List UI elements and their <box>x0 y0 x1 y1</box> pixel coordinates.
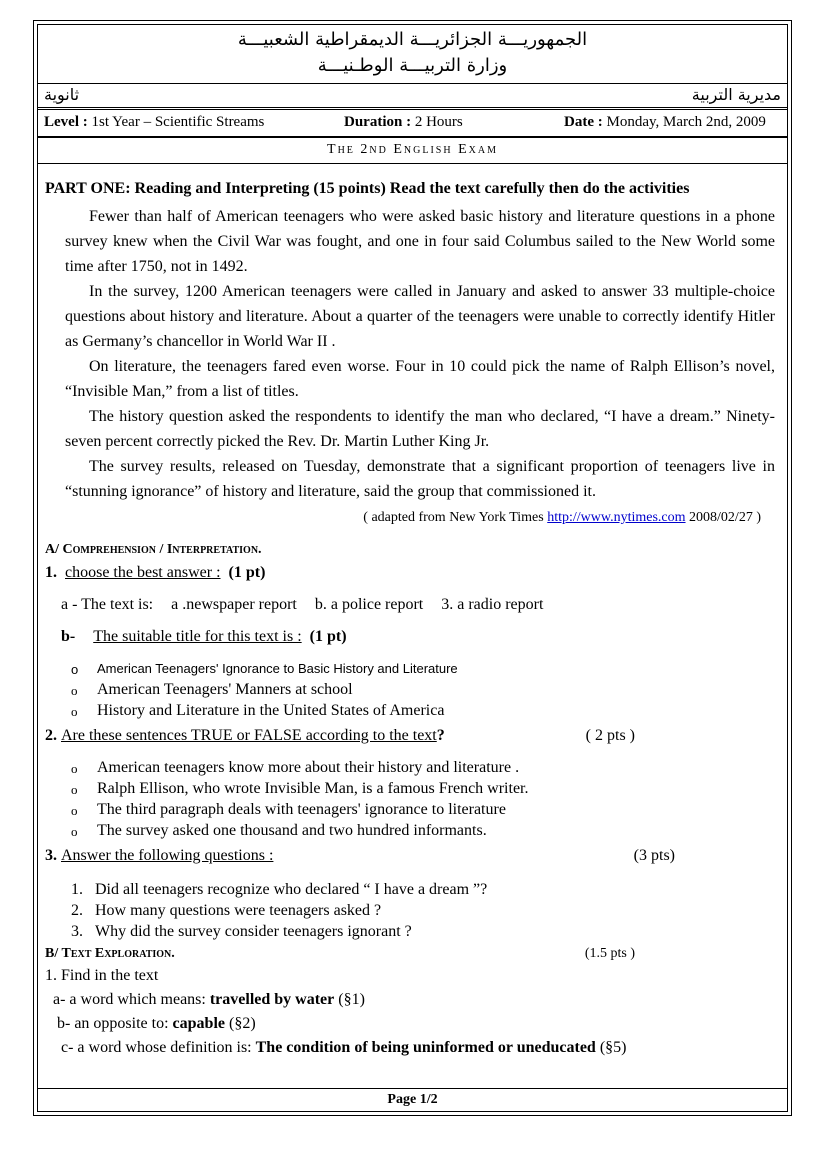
exam-page <box>33 20 792 1116</box>
duration-value: 2 Hours <box>414 114 463 130</box>
find-item-c: c- a word whose definition is: The condition of being uninformed or uneducated (§5) <box>61 1039 627 1056</box>
page-number: Page 1/2 <box>387 1092 438 1107</box>
list-item: 2. How many questions were teenagers asked ? <box>71 902 382 919</box>
text-paragraph-3: On literature, the teenagers fared even worse. Four in 10 could pick the name of Ralph Ellison’s novel, “Invisible Man,” from a list of titles. <box>65 358 775 400</box>
exam-content <box>45 170 775 1060</box>
text-paragraph-4: The history question asked the respondents to identify the man who declared, “I have a dream.” Ninety-seven percent correctly picked the Rev. Dr. Martin Luther King Jr. <box>65 408 775 450</box>
source-link[interactable]: http://www.nytimes.com <box>547 510 686 525</box>
option-radio: 3. a radio report <box>441 596 544 613</box>
list-item: o American Teenagers' Ignorance to Basic History and Literature <box>71 658 775 679</box>
question-1b: b- The suitable title for this text is : (1 pt) <box>61 628 347 645</box>
question-3: 3. Answer the following questions : (3 pts) <box>45 847 675 864</box>
find-title: 1. Find in the text <box>45 967 159 984</box>
question-1a: a - The text is: a .newspaper report b. a police report 3. a radio report <box>61 596 544 613</box>
find-item-a: a- a word which means: travelled by water (§1) <box>53 991 365 1008</box>
section-a-title: A/ Comprehension / Interpretation. <box>45 542 262 557</box>
section-b-title: B/ Text Exploration. (1.5 pts ) <box>45 946 635 961</box>
list-item: o The third paragraph deals with teenagers' ignorance to literature <box>71 799 775 820</box>
true-false-list <box>71 757 775 841</box>
find-item-b: b- an opposite to: capable (§2) <box>57 1015 256 1032</box>
list-item: 1. Did all teenagers recognize who declared “ I have a dream ”? <box>71 881 488 898</box>
directorate-row <box>38 83 787 108</box>
duration-field: Duration : 2 Hours <box>344 114 463 130</box>
directorate-label: مديرية التربية <box>691 85 781 104</box>
level-value: 1st Year – Scientific Streams <box>91 114 265 130</box>
part-one-heading: PART ONE: Reading and Interpreting (15 points) Read the text carefully then do the activities <box>45 180 690 197</box>
arabic-header <box>38 25 787 84</box>
list-item: 3. Why did the survey consider teenagers ignorant ? <box>71 923 412 940</box>
school-label: ثانوية <box>44 85 80 104</box>
exam-title-row <box>38 137 787 164</box>
title-options <box>71 658 775 721</box>
list-item: o American teenagers know more about their history and literature . <box>71 757 775 778</box>
text-paragraph-5: The survey results, released on Tuesday, demonstrate that a significant proportion of teenagers live in “stunning ignorance” of history and literature, said the group that commissioned it. <box>65 458 775 500</box>
page-footer <box>38 1088 787 1111</box>
republic-title: الجمهوريـــة الجزائريـــة الديمقراطية الشعبيـــة <box>237 29 588 50</box>
find-in-text <box>45 964 775 1060</box>
questions-list <box>71 879 775 942</box>
date-value: Monday, March 2nd, 2009 <box>606 114 766 130</box>
question-1: 1. choose the best answer : (1 pt) <box>45 564 266 581</box>
option-police: b. a police report <box>314 596 424 613</box>
list-item: o American Teenagers' Manners at school <box>71 679 775 700</box>
exam-title: The 2nd English Exam <box>327 142 498 157</box>
ministry-title: وزارة التربيـــة الوطـنيـــة <box>317 55 508 76</box>
list-item: o Ralph Ellison, who wrote Invisible Man, is a famous French writer. <box>71 778 775 799</box>
list-item: o The survey asked one thousand and two hundred informants. <box>71 820 775 841</box>
source-citation: ( adapted from New York Times http://www.nytimes.com 2008/02/27 ) <box>363 510 761 525</box>
list-item: o History and Literature in the United States of America <box>71 700 775 721</box>
page-frame <box>37 24 788 1112</box>
text-paragraph-1: Fewer than half of American teenagers who were asked basic history and literature questions in a phone survey knew when the Civil War was fought, and one in four said Columbus sailed to the New World some time after 1750, not in 1492. <box>65 208 775 275</box>
option-newspaper: a .newspaper report <box>171 596 297 613</box>
exam-info-row <box>38 109 787 137</box>
level-field: Level : 1st Year – Scientific Streams <box>44 114 265 130</box>
question-2: 2. Are these sentences TRUE or FALSE according to the text? ( 2 pts ) <box>45 727 635 744</box>
text-paragraph-2: In the survey, 1200 American teenagers were called in January and asked to answer 33 multiple-choice questions about history and literature. About a quarter of the teenagers were unable to correctly identify Hitler as Germany’s chancellor in World War II . <box>65 283 775 350</box>
date-field: Date : Monday, March 2nd, 2009 <box>564 114 766 130</box>
